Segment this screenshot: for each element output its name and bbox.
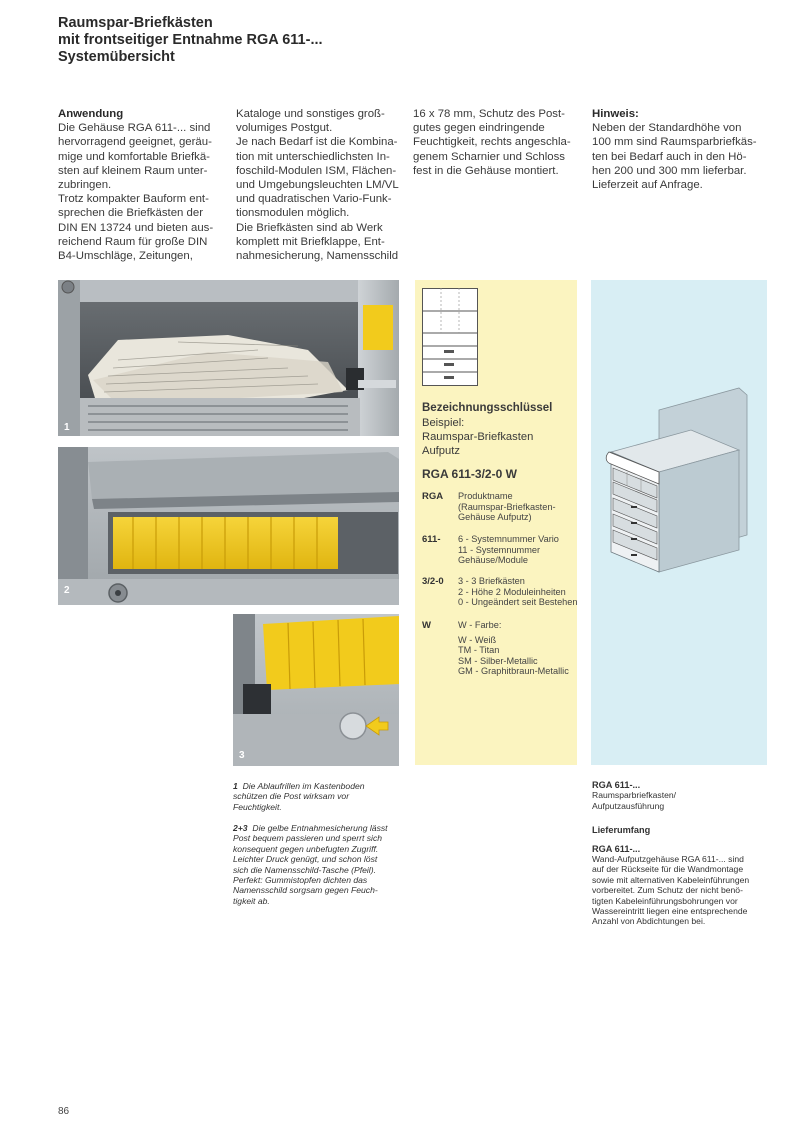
- product-illustration-panel: [591, 280, 767, 765]
- key-text-line: Gehäuse Aufputz): [458, 512, 532, 523]
- text-line: zubringen.: [58, 179, 112, 192]
- caption-line: sich die Namensschild-Tasche (Pfeil).: [233, 864, 376, 875]
- text-line: gutes gegen eindringende: [413, 122, 545, 135]
- right-caption-head: RGA 611-...: [592, 780, 641, 790]
- photo-2-yellow-flap: [58, 447, 399, 605]
- key-text-line: 11 - Systemnummer: [458, 544, 541, 555]
- right-caption-line: Raumsparbriefkasten/: [592, 790, 677, 801]
- text-line: reichend Raum für große DIN: [58, 235, 208, 248]
- key-label-w: W: [422, 620, 431, 631]
- right-caption-line: tigten Kabeleinführungsbohrungen vor: [592, 895, 738, 906]
- key-label-320: 3/2-0: [422, 576, 444, 587]
- mailbox-schematic-icon: [422, 288, 478, 386]
- photo-2-illustration: [58, 447, 399, 605]
- text-line: Neben der Standardhöhe von: [592, 122, 742, 135]
- key-text-320: [458, 576, 578, 608]
- key-sub-1: Beispiel:: [422, 417, 465, 429]
- key-sub-3: Aufputz: [422, 444, 460, 457]
- key-text-line: W - Farbe:: [458, 620, 502, 630]
- caption-1: [233, 781, 365, 812]
- caption-line: Post bequem passieren und sperrt sich: [233, 833, 383, 844]
- right-caption-line: vorbereitet. Zum Schutz der nicht benö-: [592, 885, 743, 896]
- text-line: DIN EN 13724 und bieten aus-: [58, 221, 214, 234]
- text-line: Feuchtigkeit, rechts angeschla-: [413, 136, 571, 149]
- text-line: mige und komfortable Briefkä-: [58, 150, 210, 163]
- text-line: volumiges Postgut.: [236, 122, 333, 135]
- key-text-line: TM - Titan: [458, 645, 500, 656]
- photo-3-name-tag: [233, 614, 399, 766]
- photo-1-illustration: [58, 280, 399, 436]
- text-line: hervorragend geeignet, geräu-: [58, 136, 212, 149]
- title-line-2: mit frontseitiger Entnahme RGA 611-...: [58, 32, 323, 48]
- right-caption: [592, 780, 749, 927]
- photo-1-label: 1: [64, 422, 70, 433]
- text-line: Die Gehäuse RGA 611-... sind: [58, 122, 211, 135]
- surface-mailbox-illustration: [591, 280, 767, 765]
- key-example: [422, 417, 533, 458]
- text-line: ten bei Bedarf auch in den Hö-: [592, 150, 747, 163]
- key-text-rga: [458, 491, 556, 523]
- caption-line: Namensschild sorgsam gegen Feuch-: [233, 885, 378, 896]
- text-line: 16 x 78 mm, Schutz des Post-: [413, 108, 565, 120]
- text-line: sprechen die Briefkästen der: [58, 207, 203, 220]
- text-line: tionsmodulen möglich.: [236, 207, 350, 220]
- delivery-scope-heading: Lieferumfang: [592, 825, 651, 836]
- key-sub-2: Raumspar-Briefkasten: [422, 430, 534, 443]
- text-line: und quadratischen Vario-Funk-: [236, 193, 392, 206]
- title-line-3: Systemübersicht: [58, 49, 175, 65]
- key-text-line: GM - Graphitbraun-Metallic: [458, 666, 569, 677]
- caption-line: konsequent gegen unbefugten Zugriff.: [233, 843, 379, 854]
- photo-2-label: 2: [64, 585, 70, 596]
- key-text-line: Gehäuse/Module: [458, 555, 528, 566]
- photo-3-illustration: [233, 614, 399, 766]
- key-text-line: SM - Silber-Metallic: [458, 655, 538, 666]
- text-line: 100 mm sind Raumsparbriefkäs-: [592, 136, 757, 149]
- column-anwendung: [58, 107, 226, 263]
- right-caption-line: Wand-Aufputzgehäuse RGA 611-... sind: [592, 854, 744, 865]
- key-text-611: [458, 534, 559, 566]
- text-line: und Umgebungsleuchten LM/VL: [236, 179, 399, 192]
- caption-line: tigkeit ab.: [233, 895, 270, 906]
- right-caption-line: auf der Rückseite für die Wandmontage: [592, 864, 744, 875]
- right-caption-line: Anzahl von Abdichtungen bei.: [592, 916, 706, 927]
- caption-23-number: 2+3: [233, 823, 248, 833]
- key-text-line: W - Weiß: [458, 634, 497, 645]
- caption-line: Perfekt: Gummistopfen dichten das: [233, 875, 368, 886]
- text-line: tion mit unterschiedlichsten In-: [236, 150, 390, 163]
- column-hinweis: [592, 107, 767, 192]
- key-text-line: (Raumspar-Briefkasten-: [458, 501, 556, 512]
- key-panel: [415, 280, 577, 765]
- heading-anwendung: Anwendung: [58, 108, 124, 120]
- caption-line: Die Ablaufrillen im Kastenboden: [242, 781, 365, 791]
- key-code: RGA 611-3/2-0 W: [422, 467, 517, 481]
- column-3: [413, 107, 583, 178]
- key-title: Bezeichnungsschlüssel: [422, 402, 553, 414]
- text-line: B4-Umschläge, Zeitungen,: [58, 250, 193, 263]
- page-number: 86: [58, 1106, 70, 1117]
- key-text-line: 2 - Höhe 2 Moduleinheiten: [458, 586, 566, 597]
- right-caption-line: sowie mit alternativen Kabeleinführungen: [592, 874, 750, 885]
- text-line: komplett mit Briefklappe, Ent-: [236, 235, 385, 248]
- key-text-w: [458, 620, 569, 677]
- text-line: foschild-Modulen ISM, Flächen-: [236, 164, 397, 177]
- text-line: nahmesicherung, Namensschild: [236, 250, 399, 263]
- caption-line: Feuchtigkeit.: [233, 801, 282, 812]
- caption-1-number: 1: [233, 781, 238, 791]
- photo-3-label: 3: [239, 750, 245, 761]
- key-text-line: 0 - Ungeändert seit Bestehen: [458, 597, 578, 608]
- right-caption-line: Aufputzausführung: [592, 800, 665, 811]
- text-line: sten auf kleinem Raum unter-: [58, 164, 208, 177]
- text-line: Je nach Bedarf ist die Kombina-: [236, 136, 398, 149]
- caption-line: Die gelbe Entnahmesicherung lässt: [252, 823, 388, 833]
- text-line: Trotz kompakter Bauform ent-: [58, 193, 209, 206]
- caption-2-3: [233, 823, 388, 906]
- column-2: [236, 107, 406, 263]
- text-line: fest in die Gehäuse montiert.: [413, 164, 559, 177]
- text-line: Kataloge und sonstiges groß-: [236, 108, 385, 120]
- right-caption-line: Wassereintritt liegen eine entsprechende: [592, 906, 748, 917]
- caption-line: schützen die Post wirksam vor: [233, 791, 350, 802]
- key-label-611: 611-: [422, 534, 441, 545]
- key-text-line: 6 - Systemnummer Vario: [458, 534, 559, 544]
- page-title: [58, 15, 323, 66]
- key-text-line: Produktname: [458, 491, 513, 501]
- heading-hinweis: Hinweis:: [592, 108, 639, 120]
- text-line: genem Scharnier und Schloss: [413, 150, 565, 163]
- key-text-line: 3 - 3 Briefkästen: [458, 576, 525, 586]
- text-line: hen 200 und 300 mm lieferbar.: [592, 164, 747, 177]
- title-line-1: Raumspar-Briefkästen: [58, 15, 213, 31]
- text-line: Lieferzeit auf Anfrage.: [592, 179, 703, 192]
- caption-line: Leichter Druck genügt, und schon löst: [233, 854, 378, 865]
- right-caption-head-2: RGA 611-...: [592, 843, 641, 854]
- text-line: Die Briefkästen sind ab Werk: [236, 221, 383, 234]
- photo-1-mailbox-drainage: [58, 280, 399, 436]
- key-label-rga: RGA: [422, 491, 444, 502]
